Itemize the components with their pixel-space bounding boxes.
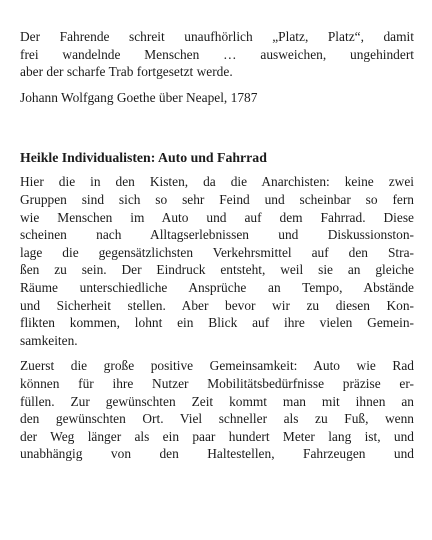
text-line: lage die gegensätzlichsten Verkehrsmittel auf den Stra-	[20, 244, 414, 260]
body-paragraph	[20, 173, 414, 349]
quote-line: frei wandelnde Menschen … ausweichen, ungehindert	[20, 46, 414, 62]
text-line: Räume unterschiedliche Ansprüche an Tempo, Abstände	[20, 279, 414, 295]
epigraph-quote	[20, 28, 414, 81]
text-line: scheinen nach Alltagserlebnissen und Diskussionston-	[20, 227, 414, 243]
text-line: den gewünschten Ort. Viel schneller als zu Fuß, wenn	[20, 411, 414, 427]
text-line: unabhängig von den Haltestellen, Fahrzeugen und	[20, 446, 414, 462]
text-line: und Sicherheit stellen. Aber bevor wir zu diesen Kon-	[20, 297, 414, 313]
text-line: Hier die in den Kisten, da die Anarchisten: keine zwei	[20, 174, 414, 190]
text-line: können für ihre Nutzer Mobilitätsbedürfnisse präzise er-	[20, 375, 414, 391]
quote-line: Der Fahrende schreit unaufhörlich „Platz, Platz“, damit	[20, 29, 414, 44]
quote-line: aber der scharfe Trab fortgesetzt werde.	[20, 64, 233, 80]
text-line: Zuerst die große positive Gemeinsamkeit: Auto wie Rad	[20, 358, 414, 374]
text-line: ßen zu sein. Der Eindruck entsteht, weil sie an gleiche	[20, 262, 414, 278]
section-heading: Heikle Individualisten: Auto und Fahrrad	[20, 150, 267, 166]
text-line: Gruppen sind sich so sehr Feind und scheinbar so fern	[20, 191, 414, 207]
text-line: wie Menschen im Auto und auf dem Fahrrad. Diese	[20, 209, 414, 225]
text-line: samkeiten.	[20, 332, 78, 348]
text-line: der Weg länger als ein paar hundert Meter lang ist, und	[20, 428, 414, 444]
quote-attribution: Johann Wolfgang Goethe über Neapel, 1787	[20, 89, 258, 105]
body-paragraph	[20, 357, 414, 463]
text-line: flikten kommen, lohnt ein Blick auf ihre vielen Gemein-	[20, 315, 414, 331]
book-page	[20, 28, 414, 463]
text-line: füllen. Zur gewünschten Zeit kommt man mit ihnen an	[20, 393, 414, 409]
